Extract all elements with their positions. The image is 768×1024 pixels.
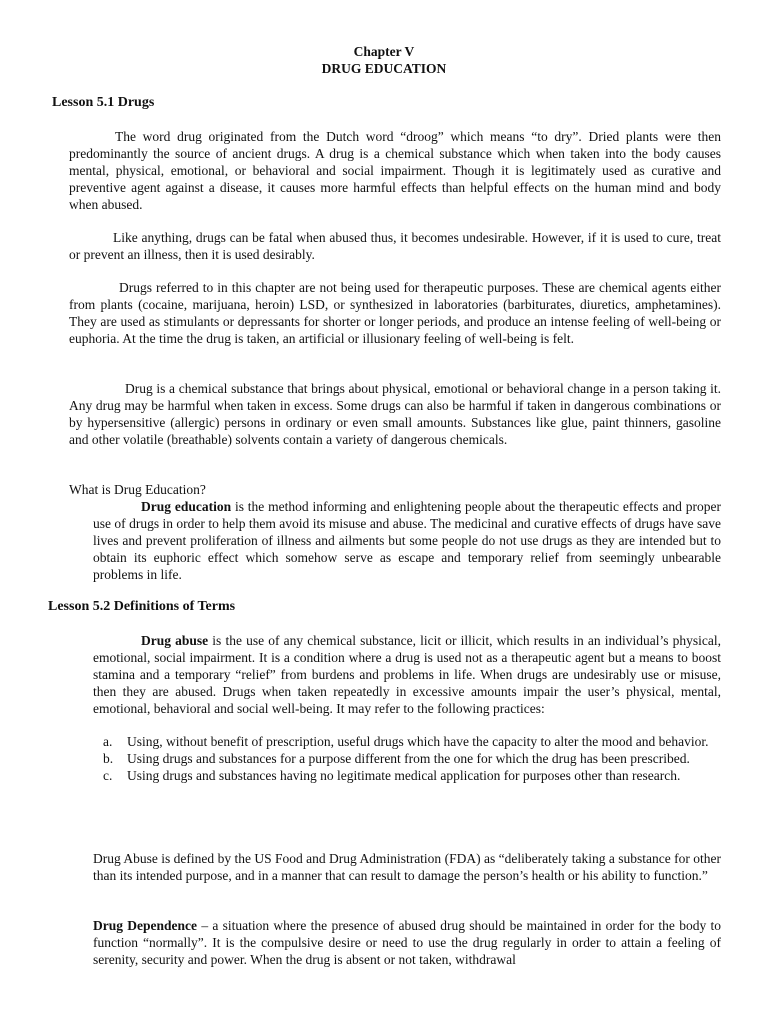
paragraph-drugs-not-therapeutic: Drugs referred to in this chapter are not being used for therapeutic purposes. These are chemical agents either from plants (cocaine, marijuana, heroin) LSD, or synthesized in laboratories (barbiturates, diuretics, amphetamines). They are used as stimulants or depressants for shorter or longer periods, and produce an intense feeling of well-being or euphoria. At the time the drug is taken, an artificial or illusionary feeling of well-being is felt. xyxy=(69,280,721,346)
term-drug-abuse: Drug abuse xyxy=(141,633,209,648)
drug-abuse-definition-text: is the use of any chemical substance, licit or illicit, which results in an individual’s physical, emotional, social impairment. It is a condition where a drug is used not as a therapeutic agent but a means to boost stamina and a temporary “relief” from burdens and problems in life. When drugs are undesirably use or misuse, then they are abused. Drugs when taken repeatedly in excessive amounts impair the user’s physical, mental, emotional, behavioral and social well-being. It may refer to the following practices: xyxy=(93,633,721,716)
paragraph-drug-education-definition xyxy=(93,498,721,583)
paragraph-drug-dependence-definition xyxy=(93,917,721,968)
drug-dependence-definition-text: – a situation where the presence of abused drug should be maintained in order for the body to function “normally”. It is the compulsive desire or need to use the drug regularly in order to attain a feeling of serenity, security and power. When the drug is absent or not taken, withdrawal xyxy=(93,918,721,967)
list-item xyxy=(103,733,721,750)
chapter-title: DRUG EDUCATION xyxy=(321,61,447,76)
list-item-text: Using drugs and substances for a purpose different from the one for which the drug has been prescribed. xyxy=(127,751,690,766)
term-drug-education: Drug education xyxy=(141,499,232,514)
list-item-text: Using, without benefit of prescription, useful drugs which have the capacity to alter the mood and behavior. xyxy=(127,734,709,749)
lesson-5-2-heading: Lesson 5.2 Definitions of Terms xyxy=(48,599,236,614)
paragraph-drug-chemical-substance: Drug is a chemical substance that brings about physical, emotional or behavioral change in a person taking it. Any drug may be harmful when taken in excess. Some drugs can also be harmful if taken in dangerous combinations or by hypersensitive (allergic) persons in ordinary or even small amounts. Substances like glue, paint thinners, gasoline and other volatile (breathable) solvents contain a variety of dangerous chemicals. xyxy=(69,381,721,447)
list-marker: b. xyxy=(103,751,114,766)
chapter-label: Chapter V xyxy=(353,44,415,59)
list-marker: a. xyxy=(103,734,113,749)
drug-abuse-practices-list xyxy=(103,733,721,784)
paragraph-drugs-fatal: Like anything, drugs can be fatal when abused thus, it becomes undesirable. However, if it is used to cure, treat or prevent an illness, then it is used desirably. xyxy=(69,230,721,262)
list-item xyxy=(103,767,721,784)
list-item xyxy=(103,750,721,767)
question-what-is-drug-education: What is Drug Education? xyxy=(69,482,206,497)
paragraph-drug-origin: The word drug originated from the Dutch word “droog” which means “to dry”. Dried plants were then predominantly the source of ancient drugs. A drug is a chemical substance which when taken into the body causes mental, physical, emotional, or behavioral and social impairment. Though it is legitimately used as curative and preventive agent against a disease, it causes more harmful effects than helpful effects on the human mind and body when abused. xyxy=(69,129,721,212)
drug-education-definition-text: is the method informing and enlightening people about the therapeutic effects and proper use of drugs in order to help them avoid its misuse and abuse. The medicinal and curative effects of drugs have save lives and prevent proliferation of illness and ailments but some people do not use drugs as they are intended but to obtain its euphoric effect which somehow serve as escape and temporary relief from seemingly unbearable problems in life. xyxy=(93,499,721,582)
paragraph-drug-abuse-definition xyxy=(93,632,721,717)
lesson-5-1-heading: Lesson 5.1 Drugs xyxy=(52,95,155,110)
list-item-text: Using drugs and substances having no legitimate medical application for purposes other than research. xyxy=(127,768,681,783)
list-marker: c. xyxy=(103,768,113,783)
term-drug-dependence: Drug Dependence xyxy=(93,918,198,933)
paragraph-fda-definition: Drug Abuse is defined by the US Food and Drug Administration (FDA) as “deliberately taking a substance for other than its intended purpose, and in a manner that can result to damage the person’s health or his ability to function.” xyxy=(93,851,721,883)
